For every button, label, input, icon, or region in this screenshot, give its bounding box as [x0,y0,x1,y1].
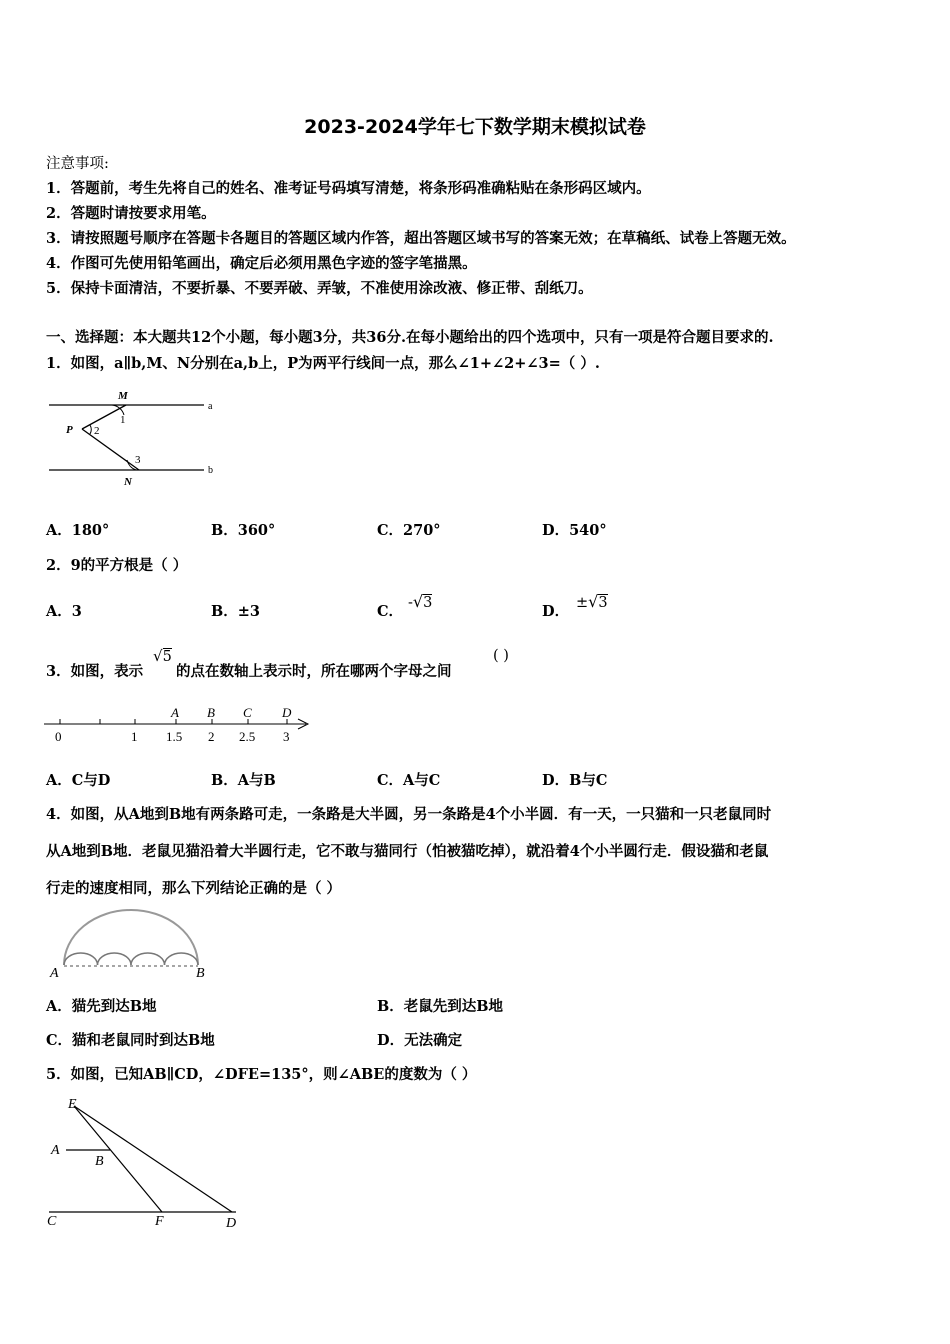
label-e: E [68,1097,77,1112]
point-a: A [171,705,179,720]
tick-label-2: 2 [208,729,215,744]
label-angle-1: 1 [120,414,126,426]
q3-option-b: B．A与B [211,772,276,789]
label-m: M [118,390,128,402]
label-n: N [124,476,132,488]
q3-option-d: D．B与C [542,772,608,789]
q4-option-c: C．猫和老鼠同时到达B地 [46,1032,215,1049]
segment-pn [82,429,139,470]
label-f: F [155,1214,164,1229]
notice-item-5: 5．保持卡面清洁，不要折暴、不要弄破、弄皱，不准使用涂改液、修正带、刮纸刀。 [46,280,593,297]
label-angle-2: 2 [94,425,100,437]
small-semicircle-3 [131,953,165,965]
angle-2-arc [90,425,91,434]
q1-option-b: B．360° [211,522,276,539]
label-a: A [51,1143,60,1158]
q3-option-a: A．C与D [46,772,111,789]
q4-option-b: B．老鼠先到达B地 [377,998,504,1015]
notice-heading: 注意事项: [46,156,109,172]
q2-option-c: C． [377,603,404,620]
q4-figure [46,905,216,980]
label-b: B [95,1154,104,1169]
q4-stem-line-3: 行走的速度相同，那么下列结论正确的是（ ） [46,880,342,897]
q1-option-a: A．180° [46,522,110,539]
tick-label-1: 1 [131,729,138,744]
q2-d-radicand: 3 [598,595,608,611]
tick-label-3: 3 [283,729,290,744]
small-semicircle-2 [98,953,132,965]
label-c: C [47,1214,57,1229]
q4-option-a: A．猫先到达B地 [46,998,157,1015]
tick-label-2-5: 2.5 [239,729,256,744]
q2-option-a: A．3 [46,603,82,620]
q1-option-d: D．540° [542,522,607,539]
section-heading: 一、选择题：本大题共12个小题，每小题3分，共36分.在每小题给出的四个选项中，只有一项是符合题目要求的. [46,329,774,346]
q1-option-c: C．270° [377,522,441,539]
tick-label-0: 0 [55,729,62,744]
notice-item-3: 3．请按照题号顺序在答题卡各题目的答题区域内作答，超出答题区域书写的答案无效；在草稿纸、试卷上答题无效。 [46,230,796,247]
q4-option-d: D．无法确定 [377,1032,463,1049]
q2-stem: 2．9的平方根是（ ） [46,557,188,574]
q3-radicand: 5 [162,649,172,665]
point-c: C [243,705,252,720]
q3-paren: ( ) [493,648,509,664]
sqrt-sign: √ [588,592,599,611]
small-semicircle-4 [165,953,199,965]
label-a: a [208,401,213,412]
q2-c-sign: - [408,595,413,611]
q5-figure [44,1092,254,1237]
q3-option-c: C．A与C [377,772,441,789]
q3-stem-post: 的点在数轴上表示时，所在哪两个字母之间 [176,663,452,680]
page-title: 2023-2024学年七下数学期末模拟试卷 [304,116,646,138]
q4-stem-line-1: 4．如图，从A地到B地有两条路可走，一条路是大半圆，另一条路是4个小半圆．有一天，一只猫和一只老鼠同时 [46,806,772,823]
notice-item-1: 1．答题前，考生先将自己的姓名、准考证号码填写清楚，将条形码准确粘贴在条形码区域内。 [46,180,651,197]
big-semicircle [64,910,198,965]
q1-stem: 1．如图，a∥b,M、N分别在a,b上，P为两平行线间一点，那么∠1+∠2+∠3=（ ）. [46,355,600,372]
q2-d-sign: ± [576,595,589,611]
q3-stem-pre: 3．如图，表示 [46,663,144,680]
sqrt-sign: √ [153,647,163,665]
label-angle-3: 3 [135,454,141,466]
sqrt-sign: √ [412,592,424,611]
small-semicircle-1 [64,953,98,965]
label-b: b [208,465,213,476]
label-d: D [226,1216,237,1231]
point-b: B [207,705,215,720]
notice-item-4: 4．作图可先使用铅笔画出，确定后必须用黑色字迹的签字笔描黑。 [46,255,477,272]
point-d: D [282,705,292,720]
q2-c-radicand: 3 [423,595,433,611]
segment-ef [74,1106,162,1212]
tick-label-1-5: 1.5 [166,729,183,744]
notice-item-2: 2．答题时请按要求用笔。 [46,205,216,222]
q2-option-d-expr [576,592,608,611]
q3-number-line [40,702,320,750]
label-a: A [50,966,59,980]
q2-option-d: D． [542,603,570,620]
q5-stem: 5．如图，已知AB∥CD，∠DFE=135°，则∠ABE的度数为（ ） [46,1066,477,1083]
q2-option-c-expr [408,592,432,611]
q4-stem-line-2: 从A地到B地．老鼠见猫沿着大半圆行走，它不敢与猫同行（怕被猫吃掉），就沿着4个小半圆行走．假设猫和老鼠 [46,843,769,860]
label-p: P [66,424,73,436]
q1-figure [44,385,234,490]
q3-sqrt5 [153,647,172,665]
q2-option-b: B．±3 [211,603,260,620]
label-b: B [196,966,205,980]
